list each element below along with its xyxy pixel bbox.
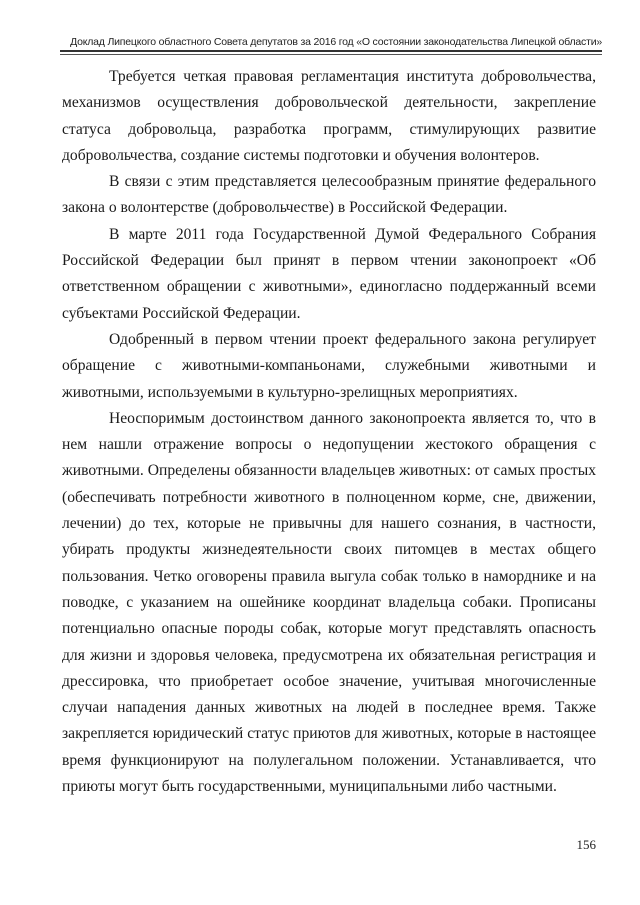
paragraph-march-2011-bill: В марте 2011 года Государственной Думой Федерального Собрания Российской Федерации был принят в первом чтении законопроект «Об ответственном обращении с животными», единогласно поддержанный всеми субъектами Российской Федерации. xyxy=(62,225,596,322)
paragraph-federal-law-volunteering: В связи с этим представляется целесообразным принятие федерального закона о волонтерстве (добровольчестве) в Российской Федерации. xyxy=(62,173,596,217)
page-number: 156 xyxy=(576,837,596,852)
paragraph-bill-scope: Одобренный в первом чтении проект федерального закона регулирует обращение с животными-компаньонами, служебными животными и животными, используемыми в культурно-зрелищных мероприятиях. xyxy=(62,330,596,401)
header-rule-thick xyxy=(60,50,602,52)
header-rule-thin xyxy=(60,54,602,55)
paragraph-volunteering-regulation: Требуется четкая правовая регламентация института добровольчества, механизмов осуществления добровольческой деятельности, закрепление статуса добровольца, разработка программ, стимулирующих развитие добровольчества, создание системы подготовки и обучения волонтеров. xyxy=(62,68,596,164)
running-header: Доклад Липецкого областного Совета депутатов за 2016 год «О состоянии законодательства Липецкой области» xyxy=(70,36,602,48)
paragraph-bill-merits: Неоспоримым достоинством данного законопроекта является то, что в нем нашли отражение вопросы о недопущении жестокого обращения с животными. Определены обязанности владельцев животных: от самых простых (обеспечивать потребности животного в полноценном корме, сне, движении, лечении) до тех, которые не привычны для нашего сознания, в частности, убирать продукты жизнедеятельности своих питомцев в местах общего пользования. Четко оговорены правила выгула собак только в наморднике и на поводке, с указанием на ошейнике координат владельца собаки. Прописаны потенциально опасные породы собак, которые могут представлять опасность для жизни и здоровья человека, предусмотрена их обязательная регистрация и дрессировка, что приобретает особое значение, учитывая многочисленные случаи нападения данных животных на людей в последнее время. Также закрепляется юридический статус приютов для животных, которые в настоящее время функционируют на полулегальном положении. Устанавливается, что приюты могут быть государственными, муниципальными либо частными. xyxy=(62,409,596,796)
body-text xyxy=(62,64,596,800)
